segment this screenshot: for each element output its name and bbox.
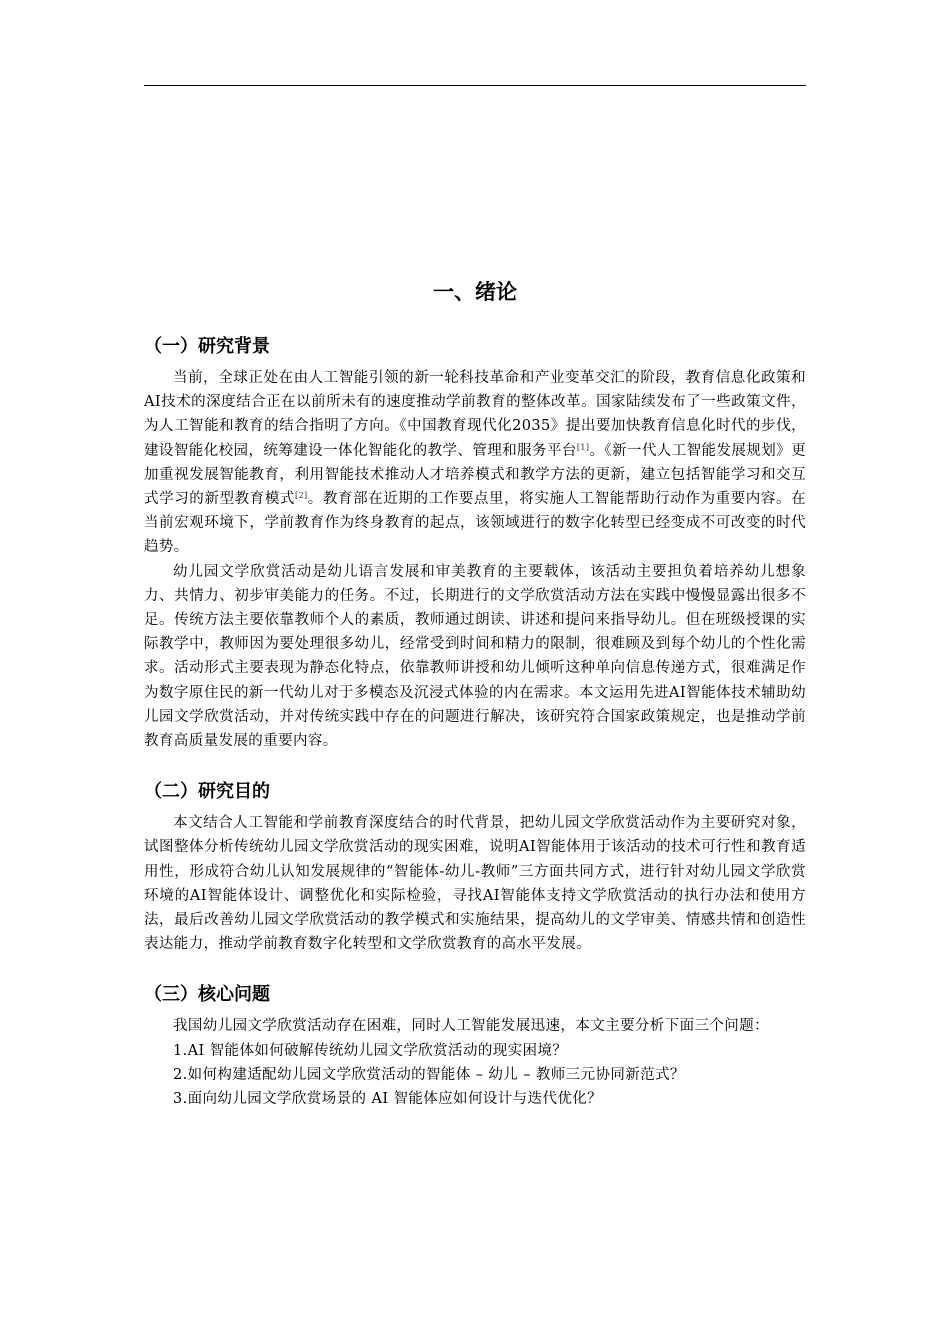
document-body: [144, 270, 806, 1111]
paragraph-purpose: 本文结合人工智能和学前教育深度结合的时代背景，把幼儿园文学欣赏活动作为主要研究对象，试图整体分析传统幼儿园文学欣赏活动的现实困难，说明AI智能体用于该活动的技术可行性和教育适用性，形成符合幼儿认知发展规律的“智能体-幼儿-教师”三方面共同方式，进行针对幼儿园文学欣赏环境的AI智能体设计、调整优化和实际检验，寻找AI智能体支持文学欣赏活动的执行办法和使用方法，最后改善幼儿园文学欣赏活动的教学模式和实施结果，提高幼儿的文学审美、情感共情和创造性表达能力，推动学前教育数字化转型和文学欣赏教育的高水平发展。: [144, 815, 806, 953]
section-title-background: （一）研究背景: [144, 336, 270, 357]
paragraph-core-questions: 我国幼儿园文学欣赏活动存在困难，同时人工智能发展迅速，本文主要分析下面三个问题：: [173, 1018, 769, 1035]
question-item-1: 1.AI 智能体如何破解传统幼儿园文学欣赏活动的现实困境？: [173, 1042, 568, 1059]
question-item-2: 2.如何构建适配幼儿园文学欣赏活动的智能体 – 幼儿 – 教师三元协同新范式？: [173, 1066, 685, 1083]
paragraph-text: 当前，全球正处在由人工智能引领的新一轮科技革命和产业变革交汇的阶段，教育信息化政策和AI技术的深度结合正在以前所未有的速度推动学前教育的整体改革。国家陆续发布了一些政策文件，为人工智能和教育的结合指明了方向。《中国教育现代化2035》提出要加快教育信息化时代的步伐，建设智能化校园，统筹建设一体化智能化的教学、管理和服务平台: [144, 370, 806, 459]
question-item-3: 3.面向幼儿园文学欣赏场景的 AI 智能体应如何设计与迭代优化？: [173, 1091, 603, 1108]
citation-ref-2: [2]: [295, 491, 308, 501]
chapter-title: 一、绪论: [433, 280, 517, 304]
paragraph-text: 。《新一代人工智能发展规划》更加重视发展智能教育，利用智能技术推动人才培养模式和教学方法的更新，建立包括智能学习和交互式学习的新型教育模式: [144, 442, 806, 508]
section-title-core-questions: （三）核心问题: [144, 984, 270, 1006]
paragraph-background-1: [144, 366, 806, 560]
citation-ref-1: [1]: [576, 442, 590, 452]
section-title-purpose: （二）研究目的: [144, 781, 270, 803]
header-rule: [144, 85, 806, 86]
paragraph-text: 。教育部在近期的工作要点里，将实施人工智能帮助行动作为重要内容。在当前宏观环境下，学前教育作为终身教育的起点，该领域进行的数字化转型已经变成不可改变的时代趋势。: [144, 491, 807, 556]
paragraph-background-2: 幼儿园文学欣赏活动是幼儿语言发展和审美教育的主要载体，该活动主要担负着培养幼儿想象力、共情力、初步审美能力的任务。不过，长期进行的文学欣赏活动方法在实践中慢慢显露出很多不足。传统方法主要依靠教师个人的素质，教师通过朗读、讲述和提问来指导幼儿。但在班级授课的实际教学中，教师因为要处理很多幼儿，经常受到时间和精力的限制，很难顾及到每个幼儿的个性化需求。活动形式主要表现为静态化特点，依靠教师讲授和幼儿倾听这种单向信息传递方式，很难满足作为数字原住民的新一代幼儿对于多模态及沉浸式体验的内在需求。本文运用先进AI智能体技术辅助幼儿园文学欣赏活动，并对传统实践中存在的问题进行解决，该研究符合国家政策规定，也是推动学前教育高质量发展的重要内容。: [144, 563, 806, 750]
